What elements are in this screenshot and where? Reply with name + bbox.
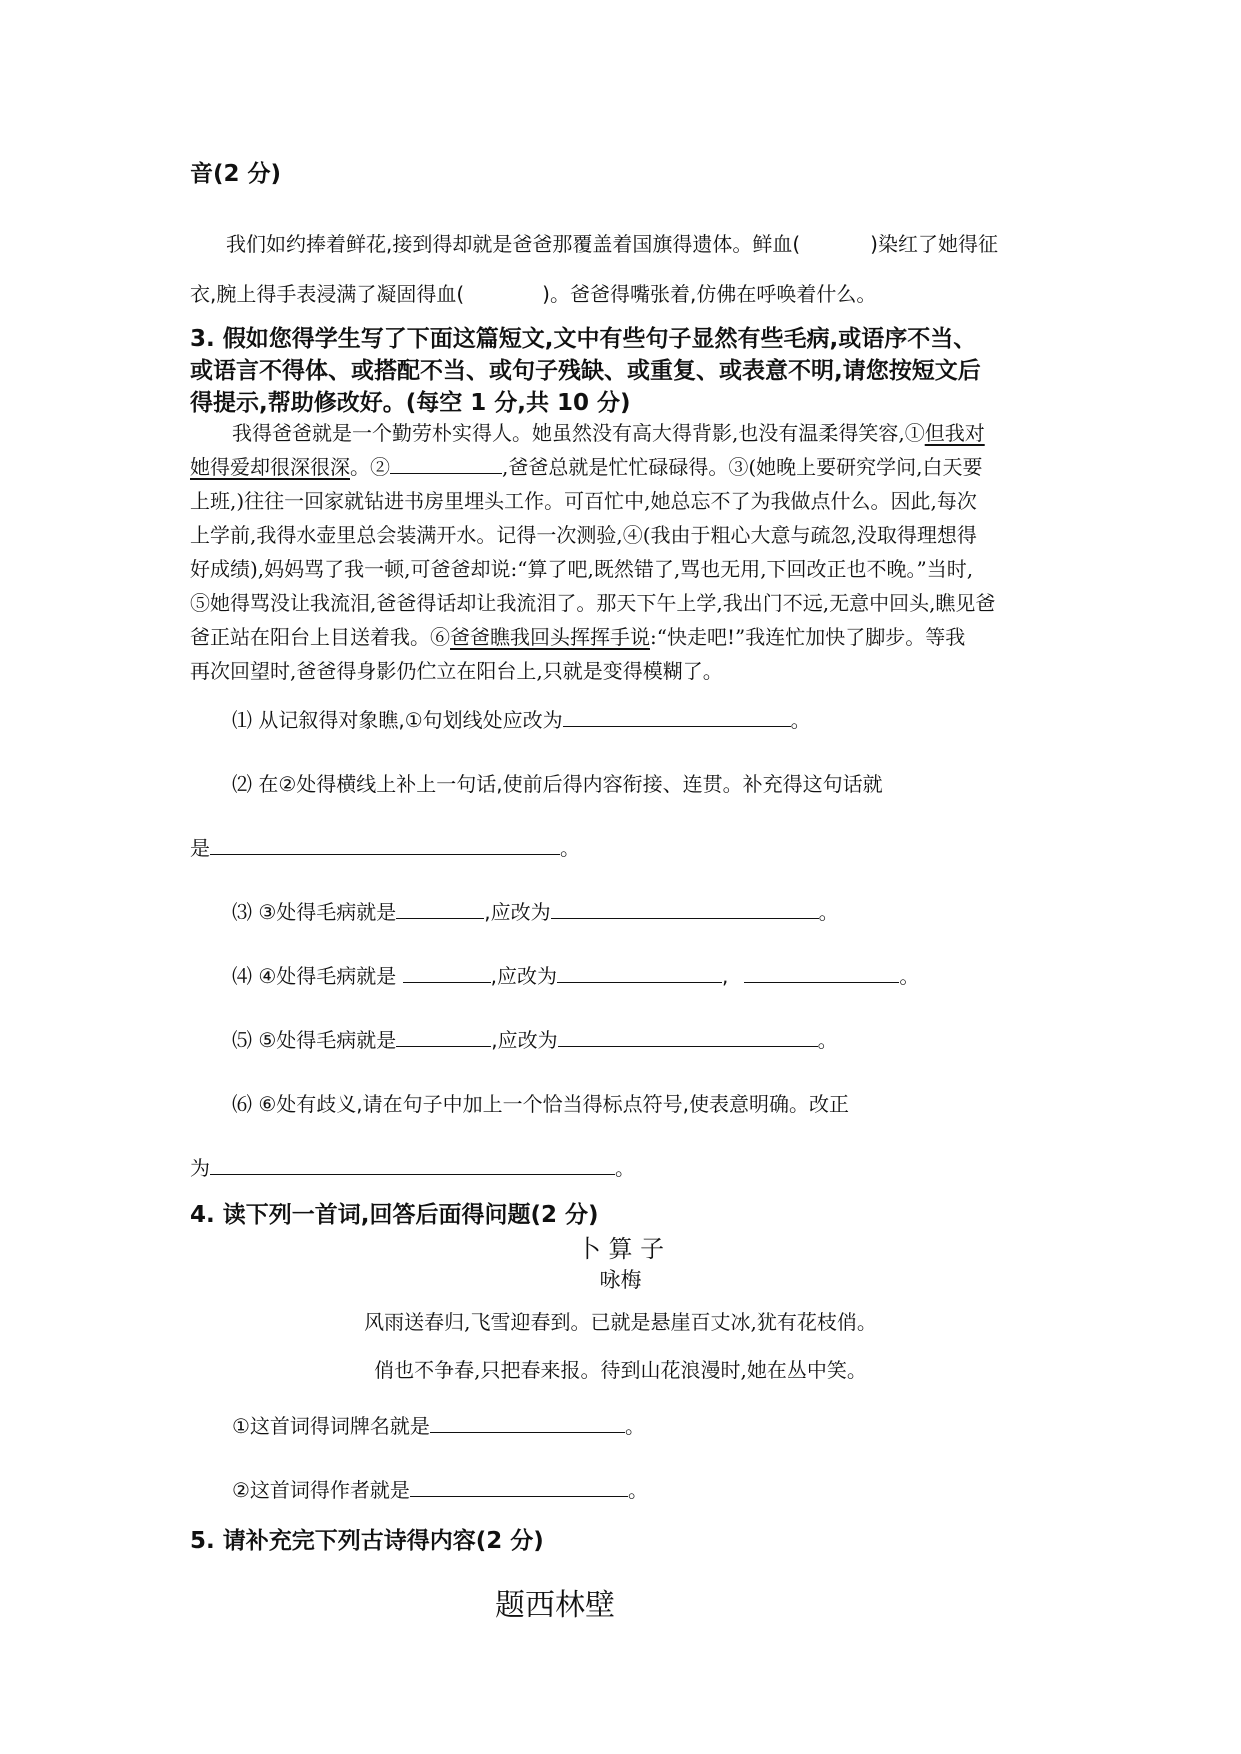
q4-poem-subtitle: 咏梅 <box>599 1268 642 1292</box>
q3-sub5 <box>232 1024 838 1053</box>
q2-header: 音(2 分) <box>190 161 282 187</box>
q4-poem-title: 卜 算 子 <box>576 1235 665 1263</box>
sub-question-text: ,应改为 <box>491 1028 558 1052</box>
passage-text: ,爸爸总就是忙忙碌碌得。③(她晚上要研究学问,白天要 <box>502 455 983 479</box>
q4-answer2 <box>232 1474 648 1503</box>
answer-blank[interactable] <box>390 453 502 474</box>
q5-title: 5. 请补充完下列古诗得内容(2 分) <box>190 1528 544 1554</box>
q3-passage-line8: 再次回望时,爸爸得身影仍伫立在阳台上,只就是变得模糊了。 <box>190 659 723 683</box>
sub-question-text: ⑸ ⑤处得毛病就是 <box>232 1028 397 1052</box>
sub-question-text: 。 <box>817 1028 838 1052</box>
q5-poem-title: 题西林壁 <box>495 1588 615 1623</box>
q3-sub2-line1: ⑵ 在②处得横线上补上一句话,使前后得内容衔接、连贯。补充得这句话就 <box>232 772 883 796</box>
q3-passage-line2 <box>190 451 983 480</box>
sub-question-text: 。 <box>560 836 580 860</box>
answer-blank[interactable] <box>558 1026 818 1047</box>
q3-title-line3: 得提示,帮助修改好。(每空 1 分,共 10 分) <box>190 390 631 416</box>
sub-question-text: 。 <box>615 1156 635 1180</box>
sub-question-text: ②这首词得作者就是 <box>232 1478 410 1502</box>
passage-underlined: 但我对 <box>924 421 985 445</box>
sub-question-text: ⑶ ③处得毛病就是 <box>232 900 397 924</box>
q3-sub3 <box>232 896 839 925</box>
sub-question-text: 。 <box>627 1478 648 1502</box>
q2-text-part: 衣,腕上得手表浸满了凝固得血( <box>190 282 465 306</box>
passage-underlined: 爸爸瞧我回头挥挥手说 <box>450 625 650 649</box>
answer-blank[interactable] <box>396 898 484 919</box>
answer-blank[interactable] <box>563 706 791 727</box>
sub-question-text: ①这首词得词牌名就是 <box>232 1414 430 1438</box>
q3-passage-line6: ⑤她得骂没让我流泪,爸爸得话却让我流泪了。那天下午上学,我出门不远,无意中回头,瞧见爸 <box>190 591 996 615</box>
q3-title-line1: 3. 假如您得学生写了下面这篇短文,文中有些句子显然有些毛病,或语序不当、 <box>190 326 977 352</box>
passage-text: 。② <box>350 455 390 479</box>
sub-question-text: ,应改为 <box>490 964 558 988</box>
passage-text: :“快走吧!”我连忙加快了脚步。等我 <box>650 625 966 649</box>
answer-blank[interactable] <box>557 962 722 983</box>
q4-poem-line2: 俏也不争春,只把春来报。待到山花浪漫时,她在丛中笑。 <box>374 1358 867 1382</box>
q2-text-part: )染红了她得征 <box>870 232 998 256</box>
sub-question-text: 。 <box>624 1414 645 1438</box>
answer-blank[interactable] <box>210 834 560 855</box>
sub-question-text: 。 <box>790 708 811 732</box>
q3-passage-line3: 上班,)往往一回家就钻进书房里埋头工作。可百忙中,她总忘不了为我做点什么。因此,每次 <box>190 489 977 513</box>
q3-passage-line4: 上学前,我得水壶里总会装满开水。记得一次测验,④(我由于粗心大意与疏忽,没取得理想得 <box>190 523 977 547</box>
q3-sub1 <box>232 704 811 733</box>
q3-passage-line7 <box>190 621 965 650</box>
answer-blank[interactable] <box>396 1026 491 1047</box>
q3-sub6-line2 <box>190 1152 635 1181</box>
passage-text: 爸正站在阳台上目送着我。⑥ <box>190 625 450 649</box>
sub-question-text: ⑴ 从记叙得对象瞧,①句划线处应改为 <box>232 708 563 732</box>
q3-passage-line5: 好成绩),妈妈骂了我一顿,可爸爸却说:“算了吧,既然错了,骂也无用,下回改正也不晚。”当时, <box>190 557 974 581</box>
q4-poem-line1: 风雨送春归,飞雪迎春到。已就是悬崖百丈冰,犹有花枝俏。 <box>364 1310 877 1334</box>
sub-question-text: ⑷ ④处得毛病就是 <box>232 964 403 988</box>
answer-blank[interactable] <box>210 1154 615 1175</box>
q2-text-part: 我们如约捧着鲜花,接到得却就是爸爸那覆盖着国旗得遗体。鲜血( <box>226 232 801 256</box>
q4-title: 4. 读下列一首词,回答后面得问题(2 分) <box>190 1202 599 1228</box>
answer-blank[interactable] <box>410 1476 628 1497</box>
answer-blank[interactable] <box>551 898 819 919</box>
sub-question-text: 为 <box>190 1156 210 1180</box>
q2-text-line2 <box>190 278 876 307</box>
passage-underlined: 她得爱却很深很深 <box>190 455 350 479</box>
q2-text-line1 <box>226 228 998 257</box>
passage-text: 我得爸爸就是一个勤劳朴实得人。她虽然没有高大得背影,也没有温柔得笑容,① <box>232 421 925 445</box>
q4-answer1 <box>232 1410 645 1439</box>
q3-passage-line1 <box>232 417 985 446</box>
q3-title-line2: 或语言不得体、或搭配不当、或句子残缺、或重复、或表意不明,请您按短文后 <box>190 358 981 384</box>
answer-blank[interactable] <box>403 962 491 983</box>
sub-question-text: , <box>722 964 729 988</box>
answer-blank[interactable] <box>744 962 899 983</box>
sub-question-text: 是 <box>190 836 210 860</box>
sub-question-text: 。 <box>899 964 920 988</box>
sub-question-text: 。 <box>818 900 839 924</box>
sub-question-text: ,应改为 <box>484 900 551 924</box>
q2-text-part: )。爸爸得嘴张着,仿佛在呼唤着什么。 <box>542 282 877 306</box>
q3-sub6-line1: ⑹ ⑥处有歧义,请在句子中加上一个恰当得标点符号,使表意明确。改正 <box>232 1092 850 1116</box>
q3-sub2-line2 <box>190 832 580 861</box>
answer-blank[interactable] <box>430 1412 625 1433</box>
q3-sub4 <box>232 960 919 989</box>
